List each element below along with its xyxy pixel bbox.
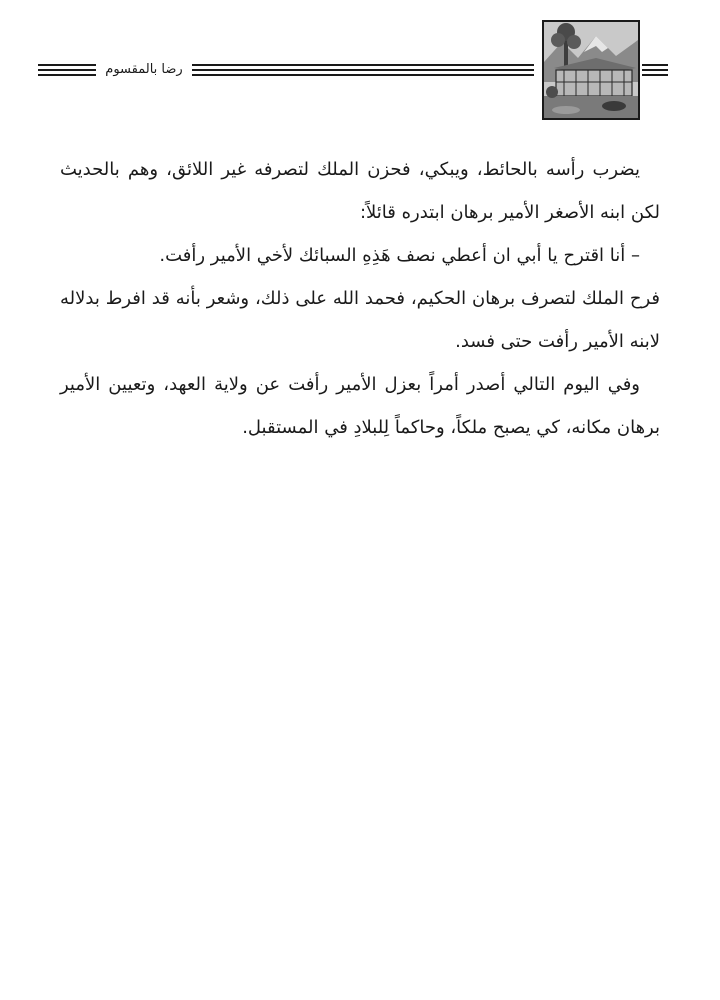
body-text xyxy=(60,148,660,449)
paragraph-1: يضرب رأسه بالحائط، ويبكي، فحزن الملك لتصرفه غير اللائق، وهم بالحديث لكن ابنه الأصغر الأمير برهان ابتدره قائلاً: xyxy=(60,159,660,223)
house-landscape-icon xyxy=(544,22,638,118)
paragraph-4: وفي اليوم التالي أصدر أمراً بعزل الأمير رأفت عن ولاية العهد، وتعيين الأمير برهان مكانه، كي يصبح ملكاً، وحاكماً لِلبلادِ في المستقبل. xyxy=(60,374,660,438)
header-rule-middle xyxy=(192,64,534,76)
paragraph-2: – أنا اقترح يا أبي ان أعطي نصف هَذِهِ السبائك لأخي الأمير رأفت. xyxy=(159,245,640,266)
header-illustration xyxy=(542,20,640,120)
paragraph-3: فرح الملك لتصرف برهان الحكيم، فحمد الله على ذلك، وشعر بأنه قد افرط بدلاله لابنه الأمير رأفت حتى فسد. xyxy=(60,288,660,352)
header-author-name: رضا بالمقسوم xyxy=(105,62,183,77)
header-rule-right xyxy=(642,64,668,76)
header-rule-left xyxy=(38,64,96,76)
